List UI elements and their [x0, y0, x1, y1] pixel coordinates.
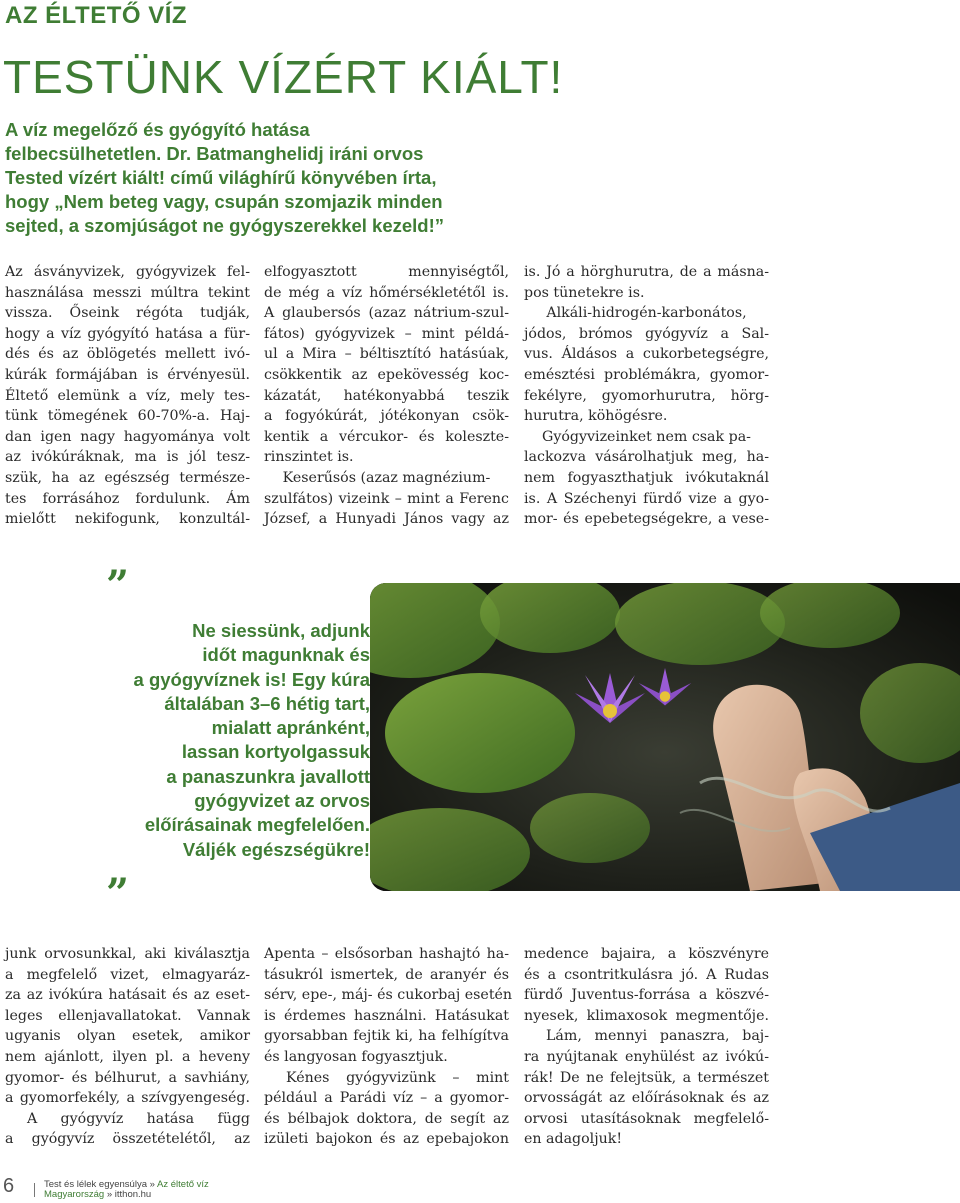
text-line: Lám, mennyi panaszra, baj-	[546, 1028, 769, 1045]
lead-line: A víz megelőző és gyógyító hatása	[5, 119, 310, 140]
text-line: lackozva vásárolhatjuk meg, ha-	[524, 449, 769, 466]
text-line: nem ajánlott, ilyen pl. a heveny	[5, 1048, 250, 1065]
text-line: Kénes gyógyvizünk – mint	[286, 1069, 509, 1086]
text-line: használása messzi múltra tekint	[5, 284, 250, 301]
text-line: tünk tömegének 60-70%-a. Haj-	[5, 408, 250, 425]
photo-illustration	[370, 583, 960, 891]
text-line: a megfelelő vizet, elmagyaráz-	[5, 966, 250, 983]
text-line: de még a víz hőmérsékletétől is.	[264, 284, 509, 301]
text-line: kázatát, hatékonyabbá teszik	[264, 387, 509, 404]
text-line: jódos, brómos gyógyvíz a Sal-	[524, 325, 769, 342]
text-line: és langyosan fogyasztjuk.	[264, 1048, 448, 1065]
section-label: AZ ÉLTETŐ VÍZ	[5, 2, 188, 29]
text-line: A gyógyvíz hatása függ	[27, 1110, 250, 1127]
text-line: a fogyókúrát, jótékonyan csök-	[264, 408, 509, 425]
lead-line: Tested vízért kiált! című világhírű könyvében írta,	[5, 167, 437, 188]
text-line: orvosi utasításoknak megfelelő-	[524, 1110, 769, 1127]
lily-pad	[530, 793, 650, 863]
body-column-2	[264, 262, 509, 530]
text-line: kentik a vércukor- és koleszte-	[264, 428, 509, 445]
footer-divider	[34, 1183, 35, 1197]
text-line: az ivókúráknak, ma is jól tesz-	[5, 449, 250, 466]
text-line: rák! De ne felejtsük, a természet	[524, 1069, 769, 1086]
quote-open-icon: ”	[106, 562, 130, 609]
pull-quote-line: a gyógyvíznek is! Egy kúra	[133, 668, 370, 690]
text-line: és a csontritkulásra jó. A Rudas	[524, 966, 769, 983]
text-line: mor- és epebetegségekre, a vese-	[524, 511, 769, 528]
text-line: pos tünetekre is.	[524, 284, 645, 301]
text-line: A glaubersós (azaz nátrium-szul-	[264, 305, 509, 322]
text-line: Apenta – elsősorban hashajtó ha-	[264, 946, 509, 962]
text-line: Keserűsós (azaz magnézium-	[282, 469, 491, 486]
text-line: sérv, epe-, máj- és cukorbaj esetén	[264, 987, 513, 1004]
lead-line: felbecsülhetetlen. Dr. Batmanghelidj iráni orvos	[5, 143, 424, 164]
text-line: is. A Széchenyi fürdő vize a gyo-	[524, 490, 769, 507]
text-line: za az ivókúra hatásait és az eset-	[5, 987, 250, 1004]
text-line: szulfátos) vizeink – mint a Ferenc	[264, 490, 509, 507]
text-line: fekélyre, gyomorhurutra, hörg-	[524, 387, 769, 404]
text-line: leges ellenjavallatokat. Vannak	[5, 1007, 250, 1024]
pull-quote-line: általában 3–6 hétig tart,	[164, 692, 370, 714]
footer-text: Az éltető víz	[157, 1179, 209, 1190]
text-line: is. Jó a hörghurutra, de a másna-	[524, 264, 769, 280]
footer-text: Test és lélek egyensúlya »	[44, 1179, 155, 1190]
lead-paragraph	[5, 118, 565, 238]
body-column-4	[5, 944, 250, 1150]
text-line: a gyógyvíz összetételétől, az	[5, 1131, 250, 1148]
text-line: gyorsabban fejtik ki, ha felhígítva	[264, 1028, 509, 1045]
footer-text: Magyarország	[44, 1189, 105, 1200]
body-column-6	[524, 944, 769, 1150]
text-line: dés és az öblögetés mellett ivó-	[5, 346, 250, 363]
lead-line: sejted, a szomjúságot ne gyógyszerekkel kezeld!”	[5, 215, 445, 236]
text-line: izületi bajokon és az epebajokon	[264, 1131, 509, 1148]
text-line: medence bajaira, a köszvényre	[524, 946, 769, 962]
text-line: Az ásványvizek, gyógyvizek fel-	[5, 264, 250, 280]
pull-quote-line: a panaszunkra javallott	[166, 765, 370, 787]
text-line: rinszintet is.	[264, 449, 354, 466]
pull-quote-line: gyógyvizet az orvos	[194, 790, 370, 812]
text-line: is érdemes használni. Hatásukat	[264, 1007, 509, 1024]
footer-breadcrumb	[44, 1180, 209, 1200]
lead-line: hogy „Nem beteg vagy, csupán szomjazik minden	[5, 191, 443, 212]
page-number: 6	[3, 1175, 15, 1197]
text-line: mielőtt nekifogunk, konzultál-	[5, 511, 250, 528]
text-line: kúrák formájában is érvényesül.	[5, 366, 250, 383]
photo-feet-in-water	[370, 583, 960, 891]
lily-pad	[615, 583, 785, 665]
text-line: hogy a víz gyógyító hatása a für-	[5, 325, 250, 342]
text-line: Gyógyvizeinket nem csak pa-	[542, 428, 751, 445]
text-line: gyomor- és bélhurut, a savhiány,	[5, 1069, 250, 1086]
text-line: emésztési problémákra, gyomor-	[524, 366, 769, 383]
text-line: dan igen nagy hagyománya volt	[5, 428, 250, 445]
text-line: a gyomorfekély, a szívgyengeség.	[5, 1090, 250, 1107]
text-line: orvosságát az előírásoknak és az	[524, 1090, 769, 1107]
text-line: tes forrásához fordulunk. Ám	[5, 490, 250, 507]
text-line: Éltető elemünk a víz, mely tes-	[5, 387, 250, 404]
lily-pad	[385, 673, 575, 793]
text-line: például a Parádi víz – a gyomor-	[264, 1090, 509, 1107]
text-line: szük, ha az egészség természe-	[5, 469, 250, 486]
text-line: nyesek, klimaxosok megmentője.	[524, 1007, 769, 1024]
pull-quote-line: időt magunknak és	[202, 644, 370, 666]
body-column-3	[524, 262, 769, 530]
text-line: és bélbajok doktora, de segít az	[264, 1110, 509, 1127]
footer-text: » itthon.hu	[106, 1189, 152, 1200]
page-title: TESTÜNK VÍZÉRT KIÁLT!	[3, 51, 564, 103]
text-line: fürdő Juventus-forrása a köszvé-	[524, 987, 769, 1004]
body-column-1	[5, 262, 250, 530]
text-line: en adagoljuk!	[524, 1131, 623, 1148]
pull-quote-line: lassan kortyolgassuk	[181, 741, 370, 763]
text-line: csökkentik az epekövesség koc-	[264, 366, 509, 383]
pull-quote-line: Ne siessünk, adjunk	[192, 620, 370, 641]
text-line: ul a Mira – béltisztító hatásúak,	[264, 346, 509, 363]
text-line: fátos) gyógyvizek – mint példá-	[264, 325, 509, 342]
text-line: elfogyasztott mennyiségtől,	[264, 264, 509, 280]
body-column-5	[264, 944, 513, 1150]
quote-close-icon: ”	[106, 870, 130, 917]
text-line: vus. Áldásos a cukorbetegségre,	[524, 346, 769, 363]
text-line: József, a Hunyadi János vagy az	[264, 511, 509, 528]
text-line: junk orvosunkkal, aki kiválasztja	[5, 946, 250, 962]
text-line: vissza. Őseink régóta tudják,	[5, 305, 250, 322]
pull-quote-line: Váljék egészségükre!	[182, 838, 370, 860]
pull-quote-line: előírásainak megfelelően.	[144, 814, 370, 836]
text-line: nem fogyaszthatjuk ivókutaknál	[524, 469, 769, 486]
pull-quote	[60, 619, 370, 862]
text-line: hurutra, köhögésre.	[524, 408, 668, 425]
pull-quote-line: mialatt apránként,	[211, 717, 370, 739]
text-line: ra nyújtanak enyhülést az ivókú-	[524, 1048, 769, 1065]
text-line: Alkáli-hidrogén-karbonátos,	[546, 305, 747, 322]
text-line: tásukról ismertek, de aranyér és	[264, 966, 509, 983]
text-line: ugyanis olyan esetek, amikor	[5, 1028, 250, 1045]
